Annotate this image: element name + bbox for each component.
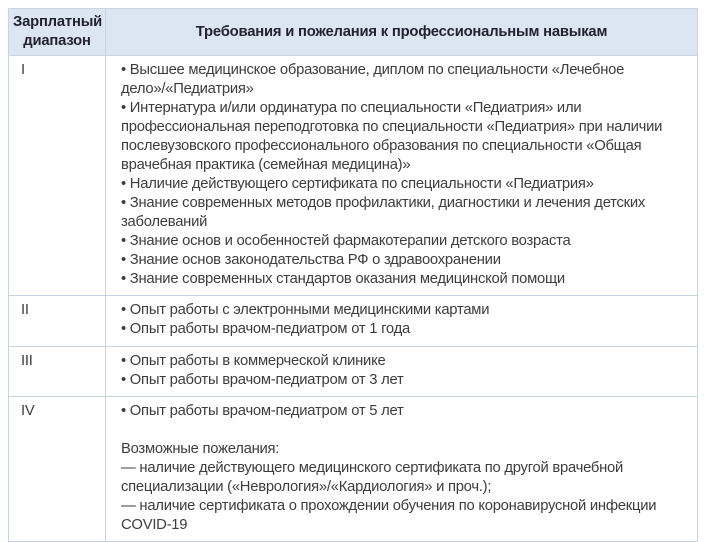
requirement-line: • Знание современных методов профилактики, диагностики и лечения детских заболеваний [121, 195, 646, 230]
table-row [9, 397, 698, 542]
requirement-line: • Знание основ и особенностей фармакотерапии детского возраста [121, 233, 571, 249]
table-row [9, 296, 698, 347]
requirement-line: • Знание основ законодательства РФ о здравоохранении [121, 252, 501, 268]
requirement-line: • Опыт работы в коммерческой клинике [121, 353, 386, 369]
header-salary-range: Зарплатный диапазон [9, 9, 106, 56]
table-body [9, 56, 698, 542]
requirement-line: • Высшее медицинское образование, диплом по специальности «Лечебное дело»/«Педиатрия» [121, 62, 625, 97]
salary-range-cell: II [9, 296, 106, 347]
requirements-cell [106, 56, 698, 296]
requirements-cell [106, 397, 698, 542]
requirement-line: • Опыт работы с электронными медицинскими картами [121, 302, 490, 318]
requirement-line: — наличие действующего медицинского сертификата по другой врачебной специализации («Неврология»/«Кардиология» и проч.); [121, 460, 624, 495]
table-header-row [9, 9, 698, 56]
header-requirements: Требования и пожелания к профессиональным навыкам [106, 9, 698, 56]
table-row [9, 56, 698, 296]
requirement-line: • Знание современных стандартов оказания медицинской помощи [121, 271, 565, 287]
salary-requirements-table [8, 8, 698, 542]
blank-line [121, 421, 689, 440]
salary-range-cell: IV [9, 397, 106, 542]
requirement-line: • Опыт работы врачом-педиатром от 5 лет [121, 403, 404, 419]
requirement-line: Возможные пожелания: [121, 441, 280, 457]
salary-range-cell: III [9, 347, 106, 397]
requirement-line: • Опыт работы врачом-педиатром от 1 года [121, 321, 410, 337]
requirement-line: • Наличие действующего сертификата по специальности «Педиатрия» [121, 176, 594, 192]
requirement-line: • Интернатура и/или ординатура по специальности «Педиатрия» или профессиональная переподготовка по специальности «Педиатрия» при наличии послевузовского профессионального образования по специальности «Общая врачебная практика (семейная медицина)» [121, 100, 663, 173]
requirement-line: — наличие сертификата о прохождении обучения по коронавирусной инфекции COVID-19 [121, 498, 657, 533]
table-row [9, 347, 698, 397]
salary-range-cell: I [9, 56, 106, 296]
requirement-line: • Опыт работы врачом-педиатром от 3 лет [121, 372, 404, 388]
requirements-cell [106, 347, 698, 397]
requirements-cell [106, 296, 698, 347]
